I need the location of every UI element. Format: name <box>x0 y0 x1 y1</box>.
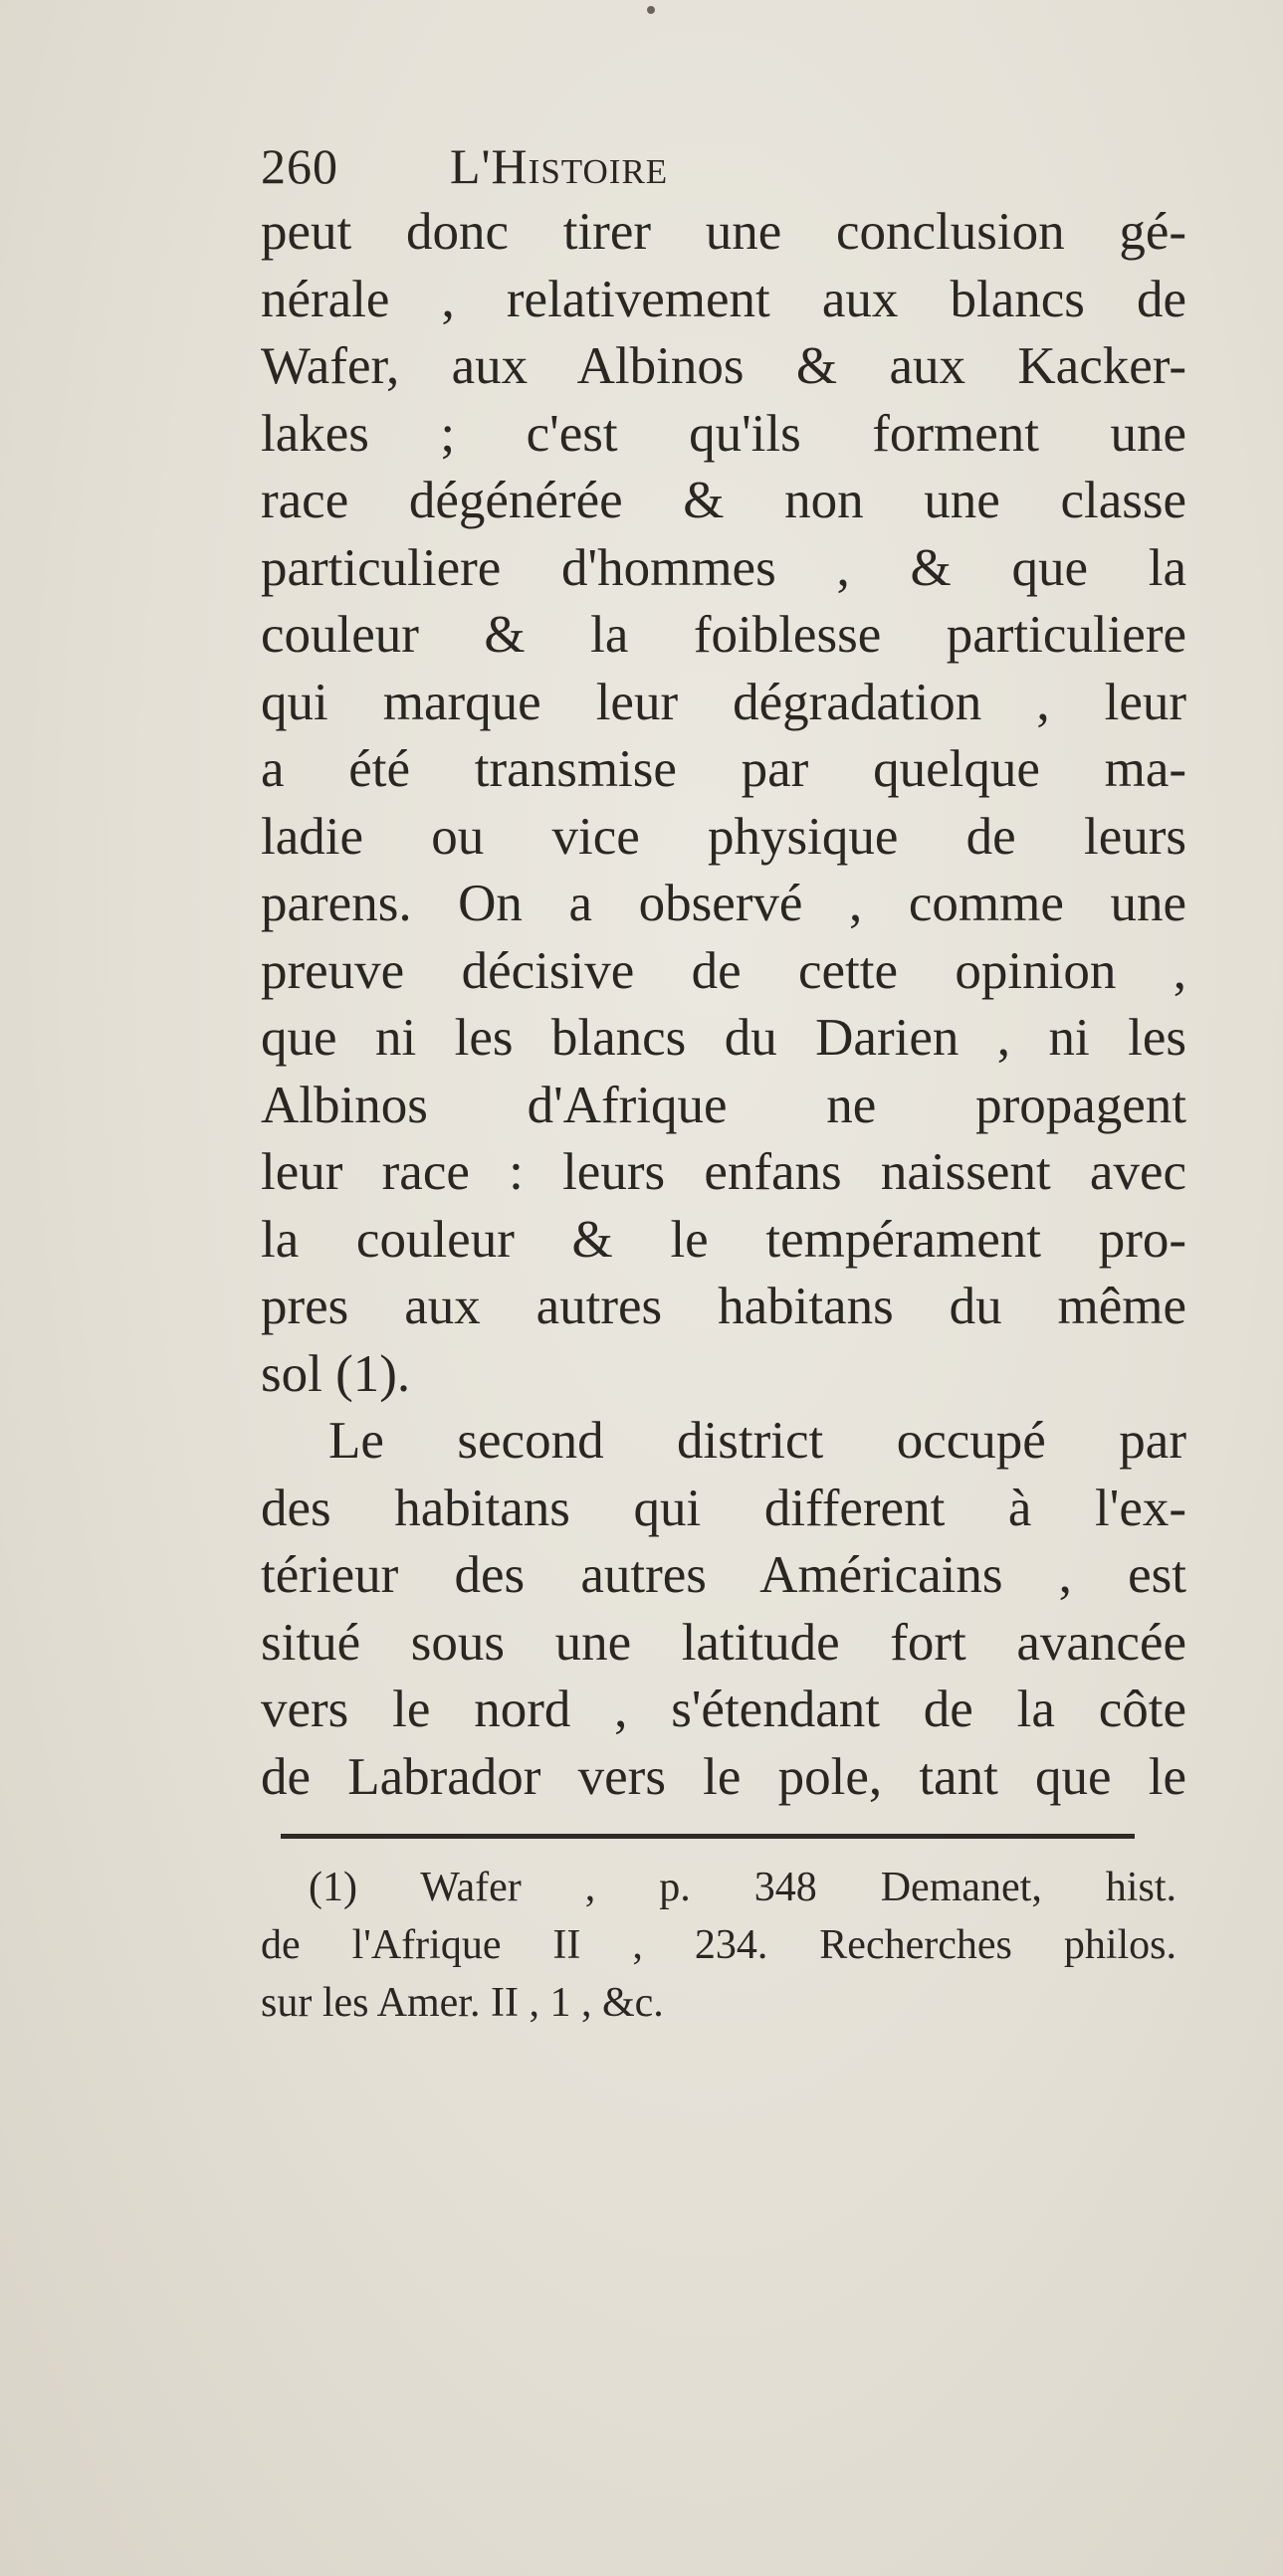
text-line: sol (1). <box>261 1344 411 1403</box>
text-line: particuliere d'hommes , & que la <box>261 538 1186 597</box>
text-line: situé sous une latitude fort avancée <box>261 1613 1186 1672</box>
text-line: a été transmise par quelque ma- <box>261 740 1186 798</box>
text-line: qui marque leur dégradation , leur <box>261 673 1186 731</box>
footnote-line: de l'Afrique II , 234. Recherches philos. <box>261 1922 1176 1968</box>
footnote <box>261 1859 1176 2032</box>
text-line: leur race : leurs enfans naissent avec <box>261 1143 1186 1201</box>
text-line: preuve décisive de cette opinion , <box>261 941 1186 1000</box>
text-line: la couleur & le tempérament pro- <box>261 1210 1186 1269</box>
text-line: nérale , relativement aux blancs de <box>261 270 1186 328</box>
text-line: lakes ; c'est qu'ils forment une <box>261 404 1186 463</box>
text-line: de Labrador vers le pole, tant que le <box>261 1747 1186 1806</box>
footnote-rule <box>281 1834 1135 1839</box>
footnote-line: sur les Amer. II , 1 , &c. <box>261 1980 664 2026</box>
text-line: ladie ou vice physique de leurs <box>261 807 1186 866</box>
ink-speck <box>647 6 655 14</box>
text-line: vers le nord , s'étendant de la côte <box>261 1681 1186 1738</box>
body-text <box>261 199 1186 1811</box>
text-line: couleur & la foiblesse particuliere <box>261 606 1186 664</box>
text-line: peut donc tirer une conclusion gé- <box>261 203 1186 261</box>
text-line: des habitans qui different à l'ex- <box>261 1479 1186 1537</box>
text-line: Albinos d'Afrique ne propagent <box>261 1076 1186 1134</box>
text-line: térieur des autres Américains , est <box>261 1546 1186 1604</box>
running-title: L'Histoire <box>450 138 669 194</box>
text-line: que ni les blancs du Darien , ni les <box>261 1009 1186 1067</box>
paragraph-start-line: Le second district occupé par <box>328 1412 1186 1470</box>
text-line: pres aux autres habitans du même <box>261 1278 1186 1335</box>
footnote-line: (1) Wafer , p. 348 Demanet, hist. <box>309 1865 1176 1910</box>
text-block <box>261 133 1186 1811</box>
text-line: parens. On a observé , comme une <box>261 875 1186 932</box>
text-line: race dégénérée & non une classe <box>261 472 1186 529</box>
text-line: Wafer, aux Albinos & aux Kacker- <box>261 337 1186 395</box>
running-head <box>261 133 1186 199</box>
page-number: 260 <box>261 138 338 194</box>
